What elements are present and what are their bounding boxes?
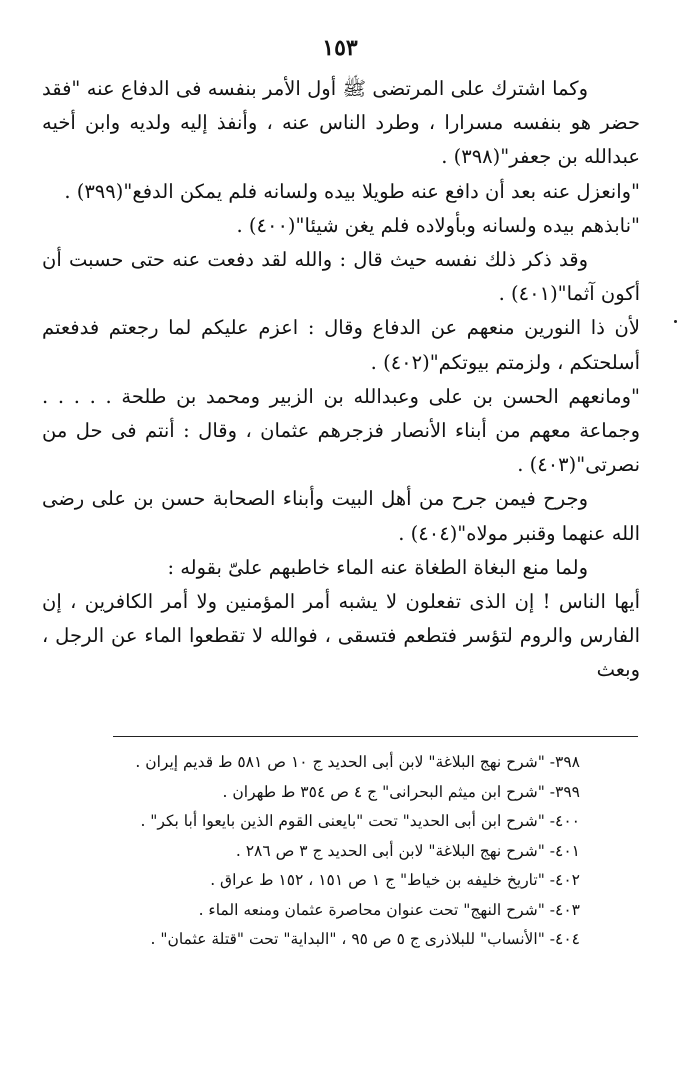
footnote: ٤٠١- "شرح نهج البلاغة" لابن أبى الحديد ج ٣ ص ٢٨٦ . (235, 841, 580, 860)
footnote-divider (113, 736, 638, 737)
paragraph: "وانعزل عنه بعد أن دافع عنه طويلا بيده ولسانه فلم يمكن الدفع"(٣٩٩) . (64, 179, 640, 203)
paragraph: ولما منع البغاة الطغاة عنه الماء خاطبهم علىّ بقوله : (167, 555, 588, 579)
footnote: ٣٩٩- "شرح ابن ميثم البحرانى" ج ٤ ص ٣٥٤ ط طهران . (222, 782, 580, 801)
paragraph: أيها الناس ! إن الذى تفعلون لا يشبه أمر المؤمنين ولا أمر الكافرين ، إن الفارس والروم لتؤسر فتطعم فتسقى ، فوالله لا تقطعوا الماء عن الرجل ، وبعث (42, 590, 640, 682)
paragraph: "نابذهم بيده ولسانه وبأولاده فلم يغن شيئا"(٤٠٠) . (236, 213, 640, 237)
paragraph: وكما اشترك على المرتضى ﷺ أول الأمر بنفسه فى الدفاع عنه "فقد حضر هو بنفسه مسرارا ، وطرد الناس عنه ، وأنفذ إليه ولديه وابن أخيه عبدالله بن جعفر"(٣٩٨) . (42, 77, 640, 169)
paragraph: "ومانعهم الحسن بن على وعبدالله بن الزبير ومحمد بن طلحة . . . . . وجماعة معهم من أبناء الأنصار فزجرهم عثمان ، وقال : أنتم فى حل من نصرتى"(٤٠٣) . (42, 384, 640, 477)
body-text (42, 72, 640, 688)
paragraph: وجرح فيمن جرح من أهل البيت وأبناء الصحابة حسن بن على رضى الله عنهما وقنبر مولاه"(٤٠٤) . (42, 487, 640, 545)
footnote: ٤٠٣- "شرح النهج" تحت عنوان محاصرة عثمان ومنعه الماء . (198, 900, 580, 919)
footnote: ٤٠٢- "تاريخ خليفه بن خياط" ج ١ ص ١٥١ ، ١٥٢ ط عراق . (210, 871, 580, 889)
footnotes (60, 748, 580, 955)
footnote: ٤٠٤- "الأنساب" للبلاذرى ج ٥ ص ٩٥ ، "البداية" تحت "قتلة عثمان" . (150, 930, 580, 948)
page-number: ١٥٣ (322, 35, 358, 61)
paragraph: لأن ذا النورين منعهم عن الدفاع وقال : اعزم عليكم لما رجعتم فدفعتم أسلحتكم ، ولزمتم بيوتكم"(٤٠٢) . (42, 316, 640, 374)
margin-mark (674, 320, 677, 323)
footnote: ٣٩٨- "شرح نهج البلاغة" لابن أبى الحديد ج ١٠ ص ٥٨١ ط قديم إيران . (135, 753, 580, 771)
footnote: ٤٠٠- "شرح ابن أبى الحديد" تحت "بايعنى القوم الذين بايعوا أبا بكر" . (140, 812, 580, 830)
paragraph: وقد ذكر ذلك نفسه حيث قال : والله لقد دفعت عنه حتى حسبت أن أكون آثما"(٤٠١) . (42, 248, 640, 306)
